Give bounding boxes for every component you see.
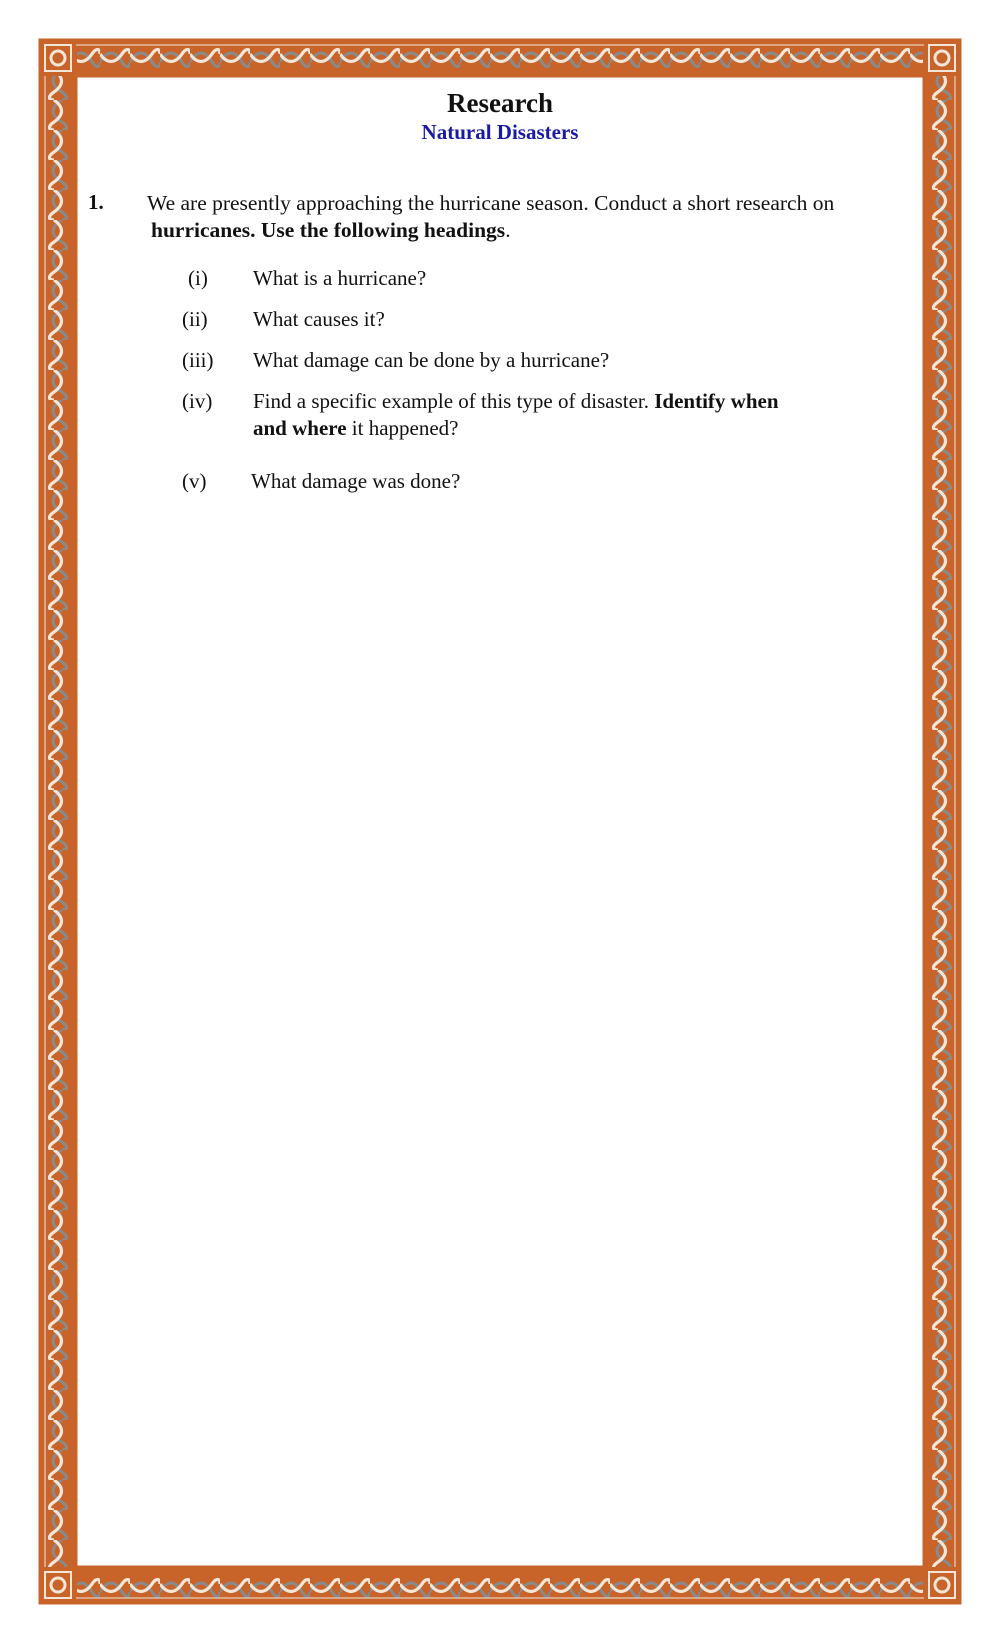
corner-ornament-bottom-right [924, 1567, 960, 1603]
list-item-text-plain: it happened? [346, 416, 459, 440]
list-item-number: (i) [188, 266, 208, 290]
list-item-number: (v) [182, 469, 207, 493]
list-item-text-bold: Identify when [654, 389, 779, 413]
list-item-text [253, 388, 833, 442]
list-item-number: (iv) [182, 389, 213, 413]
page-subtitle: Natural Disasters [421, 120, 579, 144]
page-title: Research [447, 88, 553, 118]
question-text-end: . [505, 218, 511, 242]
question-text [147, 190, 867, 244]
list-item-text: What damage can be done by a hurricane? [253, 348, 610, 372]
list-item-number: (iii) [182, 348, 214, 372]
list-item-text: What is a hurricane? [253, 266, 427, 290]
corner-ornament-top-right [924, 40, 960, 76]
question-text-bold: hurricanes. Use the following headings [151, 218, 506, 242]
list-item-text: What damage was done? [251, 469, 461, 493]
list-item-text-plain: Find a specific example of this type of disaster. [253, 389, 655, 413]
question-text-part-1: We are presently approaching the hurricane season. Conduct a short research on [147, 191, 835, 215]
corner-ornament-bottom-left [40, 1567, 76, 1603]
corner-ornament-top-left [40, 40, 76, 76]
list-item-text-bold: and where [253, 416, 347, 440]
question-number: 1. [88, 190, 104, 214]
list-item-number: (ii) [182, 307, 208, 331]
list-item-text: What causes it? [253, 307, 385, 331]
